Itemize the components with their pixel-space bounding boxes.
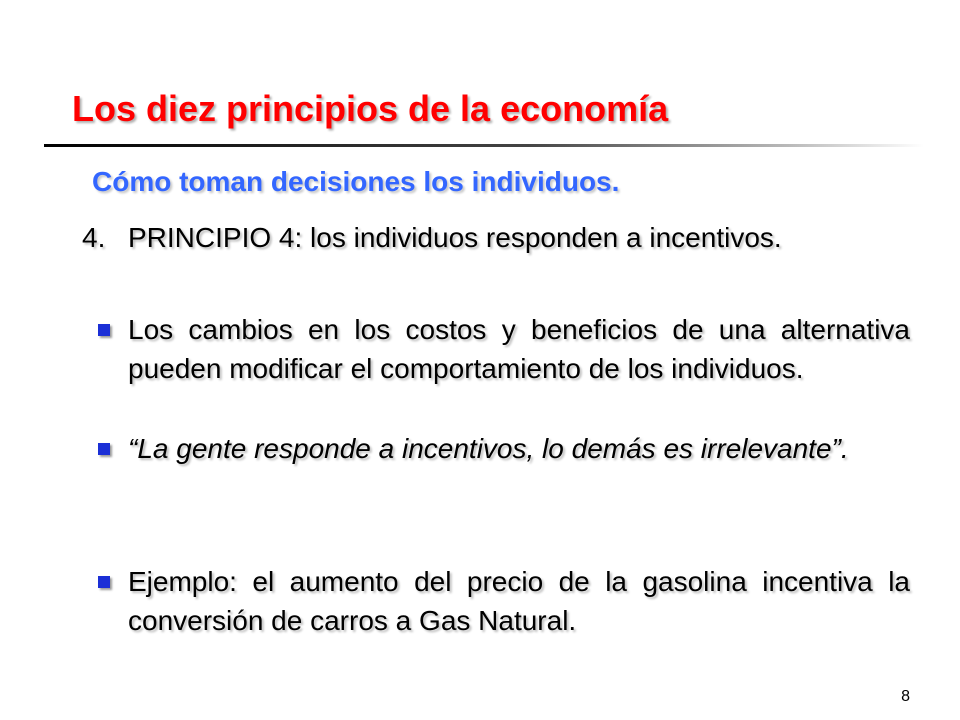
square-bullet-icon	[98, 324, 110, 336]
principle-item	[82, 218, 910, 257]
principle-text: PRINCIPIO 4: los individuos responden a incentivos.	[128, 222, 782, 253]
square-bullet-icon	[98, 443, 110, 455]
bullet-item-3	[98, 562, 910, 640]
bullet-text-1: Los cambios en los costos y beneficios de una alternativa pueden modificar el comportamiento de los individuos.	[128, 314, 910, 384]
title-divider	[44, 144, 924, 147]
bullet-text-2: “La gente responde a incentivos, lo demás es irrelevante”.	[128, 433, 849, 464]
page-number: 8	[901, 688, 910, 705]
bullet-text-3: Ejemplo: el aumento del precio de la gasolina incentiva la conversión de carros a Gas Natural.	[128, 566, 910, 636]
principle-number: 4.	[82, 222, 106, 253]
bullet-item-2	[98, 429, 910, 468]
slide-title: Los diez principios de la economía	[72, 88, 669, 129]
square-bullet-icon	[98, 576, 110, 588]
slide-subtitle: Cómo toman decisiones los individuos.	[92, 166, 620, 197]
bullet-item-1	[98, 310, 910, 388]
